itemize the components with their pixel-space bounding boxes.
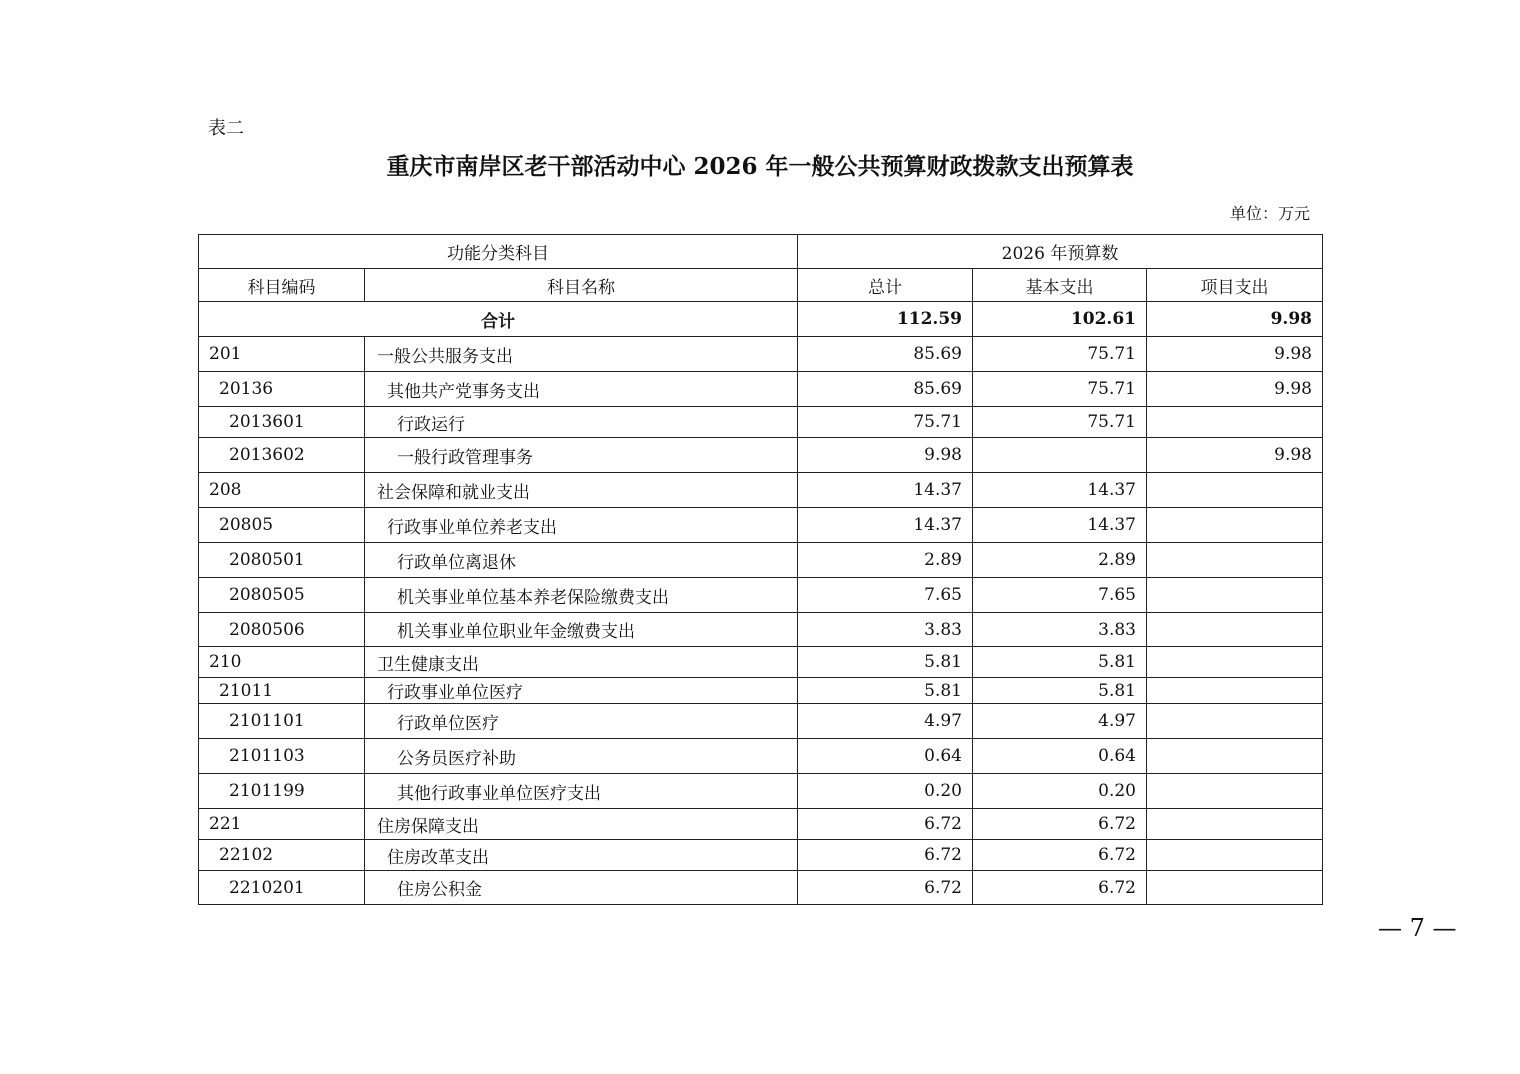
project-expenditure-cell xyxy=(1147,704,1323,739)
subject-code-cell: 22102 xyxy=(199,840,365,871)
table-row xyxy=(199,774,1323,809)
total-cell: 2.89 xyxy=(798,543,973,578)
total-label: 合计 xyxy=(199,302,798,337)
total-cell: 7.65 xyxy=(798,578,973,613)
subject-code-cell: 210 xyxy=(199,647,365,678)
project-expenditure-cell xyxy=(1147,774,1323,809)
header-columns-row xyxy=(199,269,1323,302)
total-cell: 85.69 xyxy=(798,337,973,372)
project-expenditure-cell xyxy=(1147,613,1323,647)
total-total: 112.59 xyxy=(798,302,973,337)
table-row xyxy=(199,647,1323,678)
total-cell: 14.37 xyxy=(798,473,973,508)
table-row xyxy=(199,613,1323,647)
project-expenditure-cell: 9.98 xyxy=(1147,438,1323,473)
subject-name-cell: 行政运行 xyxy=(365,407,798,438)
total-cell: 4.97 xyxy=(798,704,973,739)
basic-expenditure-cell xyxy=(973,438,1147,473)
project-expenditure-cell: 9.98 xyxy=(1147,372,1323,407)
subject-name-cell: 其他行政事业单位医疗支出 xyxy=(365,774,798,809)
budget-table-body xyxy=(199,235,1323,905)
header-project-expenditure: 项目支出 xyxy=(1147,269,1323,302)
total-basic: 102.61 xyxy=(973,302,1147,337)
header-budget-year: 2026 年预算数 xyxy=(798,235,1323,269)
subject-code-cell: 2013602 xyxy=(199,438,365,473)
table-row xyxy=(199,871,1323,905)
header-subject-name: 科目名称 xyxy=(365,269,798,302)
table-label: 表二 xyxy=(208,118,244,139)
project-expenditure-cell: 9.98 xyxy=(1147,337,1323,372)
subject-name-cell: 卫生健康支出 xyxy=(365,647,798,678)
subject-name-cell: 行政事业单位养老支出 xyxy=(365,508,798,543)
unit-note: 单位：万元 xyxy=(1229,204,1310,223)
table-row xyxy=(199,508,1323,543)
table-row xyxy=(199,438,1323,473)
subject-code-cell: 208 xyxy=(199,473,365,508)
subject-code-cell: 2080505 xyxy=(199,578,365,613)
budget-table xyxy=(198,234,1323,905)
subject-code-cell: 20805 xyxy=(199,508,365,543)
project-expenditure-cell xyxy=(1147,473,1323,508)
table-row xyxy=(199,543,1323,578)
basic-expenditure-cell: 6.72 xyxy=(973,871,1147,905)
header-basic-expenditure: 基本支出 xyxy=(973,269,1147,302)
subject-code-cell: 2080501 xyxy=(199,543,365,578)
header-total: 总计 xyxy=(798,269,973,302)
subject-name-cell: 住房公积金 xyxy=(365,871,798,905)
subject-code-cell: 2210201 xyxy=(199,871,365,905)
document-title: 重庆市南岸区老干部活动中心 2026 年一般公共预算财政拨款支出预算表 xyxy=(386,153,1134,180)
subject-name-cell: 行政单位医疗 xyxy=(365,704,798,739)
subject-name-cell: 机关事业单位基本养老保险缴费支出 xyxy=(365,578,798,613)
table-row xyxy=(199,678,1323,704)
total-cell: 85.69 xyxy=(798,372,973,407)
total-cell: 6.72 xyxy=(798,871,973,905)
basic-expenditure-cell: 75.71 xyxy=(973,407,1147,438)
total-cell: 6.72 xyxy=(798,809,973,840)
project-expenditure-cell xyxy=(1147,508,1323,543)
table-row xyxy=(199,337,1323,372)
total-cell: 0.64 xyxy=(798,739,973,774)
total-cell: 75.71 xyxy=(798,407,973,438)
subject-name-cell: 一般行政管理事务 xyxy=(365,438,798,473)
subject-code-cell: 2013601 xyxy=(199,407,365,438)
table-row xyxy=(199,473,1323,508)
table-row xyxy=(199,739,1323,774)
total-cell: 0.20 xyxy=(798,774,973,809)
basic-expenditure-cell: 75.71 xyxy=(973,372,1147,407)
subject-code-cell: 2101199 xyxy=(199,774,365,809)
basic-expenditure-cell: 6.72 xyxy=(973,840,1147,871)
header-group-row xyxy=(199,235,1323,269)
project-expenditure-cell xyxy=(1147,543,1323,578)
project-expenditure-cell xyxy=(1147,578,1323,613)
subject-code-cell: 21011 xyxy=(199,678,365,704)
project-expenditure-cell xyxy=(1147,407,1323,438)
basic-expenditure-cell: 4.97 xyxy=(973,704,1147,739)
project-expenditure-cell xyxy=(1147,871,1323,905)
subject-code-cell: 2101103 xyxy=(199,739,365,774)
basic-expenditure-cell: 5.81 xyxy=(973,647,1147,678)
table-row xyxy=(199,578,1323,613)
project-expenditure-cell xyxy=(1147,678,1323,704)
header-subject-code: 科目编码 xyxy=(199,269,365,302)
subject-name-cell: 行政事业单位医疗 xyxy=(365,678,798,704)
basic-expenditure-cell: 14.37 xyxy=(973,508,1147,543)
subject-name-cell: 住房保障支出 xyxy=(365,809,798,840)
project-expenditure-cell xyxy=(1147,739,1323,774)
table-row xyxy=(199,840,1323,871)
subject-name-cell: 住房改革支出 xyxy=(365,840,798,871)
basic-expenditure-cell: 7.65 xyxy=(973,578,1147,613)
table-row xyxy=(199,407,1323,438)
total-cell: 5.81 xyxy=(798,678,973,704)
total-cell: 9.98 xyxy=(798,438,973,473)
basic-expenditure-cell: 0.64 xyxy=(973,739,1147,774)
header-function-classification: 功能分类科目 xyxy=(199,235,798,269)
total-cell: 14.37 xyxy=(798,508,973,543)
subject-name-cell: 公务员医疗补助 xyxy=(365,739,798,774)
project-expenditure-cell xyxy=(1147,840,1323,871)
subject-code-cell: 221 xyxy=(199,809,365,840)
subject-name-cell: 社会保障和就业支出 xyxy=(365,473,798,508)
table-row xyxy=(199,704,1323,739)
basic-expenditure-cell: 2.89 xyxy=(973,543,1147,578)
subject-code-cell: 2080506 xyxy=(199,613,365,647)
basic-expenditure-cell: 75.71 xyxy=(973,337,1147,372)
basic-expenditure-cell: 3.83 xyxy=(973,613,1147,647)
subject-name-cell: 其他共产党事务支出 xyxy=(365,372,798,407)
table-row xyxy=(199,372,1323,407)
project-expenditure-cell xyxy=(1147,647,1323,678)
table-row xyxy=(199,809,1323,840)
subject-code-cell: 2101101 xyxy=(199,704,365,739)
basic-expenditure-cell: 14.37 xyxy=(973,473,1147,508)
basic-expenditure-cell: 0.20 xyxy=(973,774,1147,809)
total-row xyxy=(199,302,1323,337)
basic-expenditure-cell: 6.72 xyxy=(973,809,1147,840)
total-cell: 6.72 xyxy=(798,840,973,871)
subject-code-cell: 201 xyxy=(199,337,365,372)
total-project: 9.98 xyxy=(1147,302,1323,337)
subject-name-cell: 一般公共服务支出 xyxy=(365,337,798,372)
subject-name-cell: 机关事业单位职业年金缴费支出 xyxy=(365,613,798,647)
basic-expenditure-cell: 5.81 xyxy=(973,678,1147,704)
project-expenditure-cell xyxy=(1147,809,1323,840)
total-cell: 3.83 xyxy=(798,613,973,647)
total-cell: 5.81 xyxy=(798,647,973,678)
subject-name-cell: 行政单位离退休 xyxy=(365,543,798,578)
subject-code-cell: 20136 xyxy=(199,372,365,407)
page-number: — 7 — xyxy=(1378,914,1457,942)
